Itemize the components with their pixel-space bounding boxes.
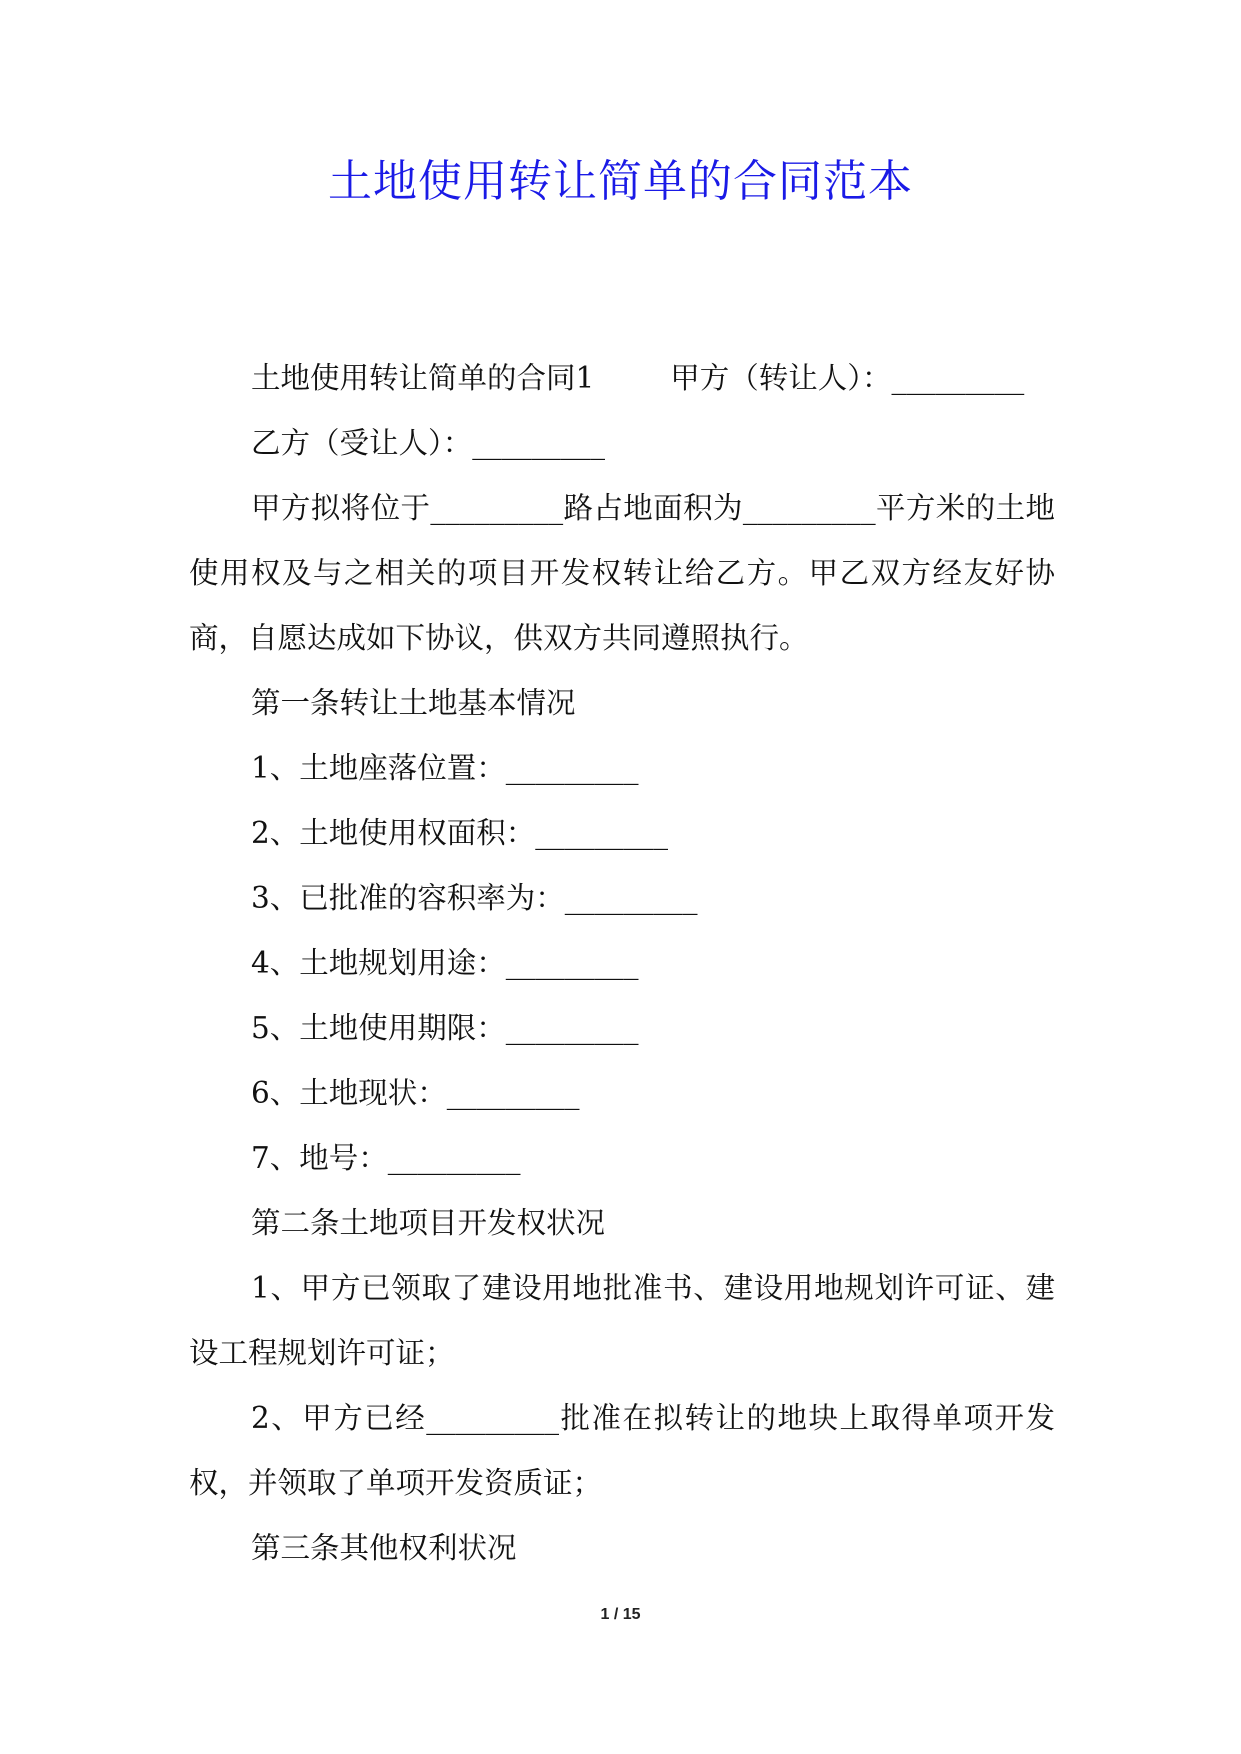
article2-item: 1、甲方已领取了建设用地批准书、建设用地规划许可证、建设工程规划许可证； (189, 1271, 1055, 1370)
party-a: 甲方（转让人）：_________ (670, 361, 1025, 395)
party-b: 乙方（受让人）：_________ (251, 426, 606, 460)
intro-heading: 土地使用转让简单的合同1 (251, 361, 595, 395)
article1-heading: 第一条转让土地基本情况 (251, 686, 576, 720)
article3-heading: 第三条其他权利状况 (251, 1531, 517, 1565)
intro-line (189, 346, 1055, 411)
document-body (189, 346, 1055, 1581)
article2-heading: 第二条土地项目开发权状况 (251, 1206, 606, 1240)
article1-item: 5、土地使用期限：_________ (251, 1011, 639, 1045)
preamble-paragraph: 甲方拟将位于_________路占地面积为_________平方米的土地使用权及与之相关的项目开发权转让给乙方。甲乙双方经友好协商，自愿达成如下协议，供双方共同遵照执行。 (189, 491, 1055, 655)
article2-item: 2、甲方已经_________批准在拟转让的地块上取得单项开发权，并领取了单项开发资质证； (189, 1401, 1055, 1500)
page-number: 1 / 15 (600, 1606, 641, 1623)
article1-item: 3、已批准的容积率为：_________ (251, 881, 698, 915)
document-title: 土地使用转让简单的合同范本 (328, 156, 913, 207)
article1-item: 4、土地规划用途：_________ (251, 946, 639, 980)
article1-item: 1、土地座落位置：_________ (251, 751, 639, 785)
article1-item: 2、土地使用权面积：_________ (251, 816, 669, 850)
article1-item: 7、地号：_________ (251, 1141, 521, 1175)
article1-item: 6、土地现状：_________ (251, 1076, 580, 1110)
